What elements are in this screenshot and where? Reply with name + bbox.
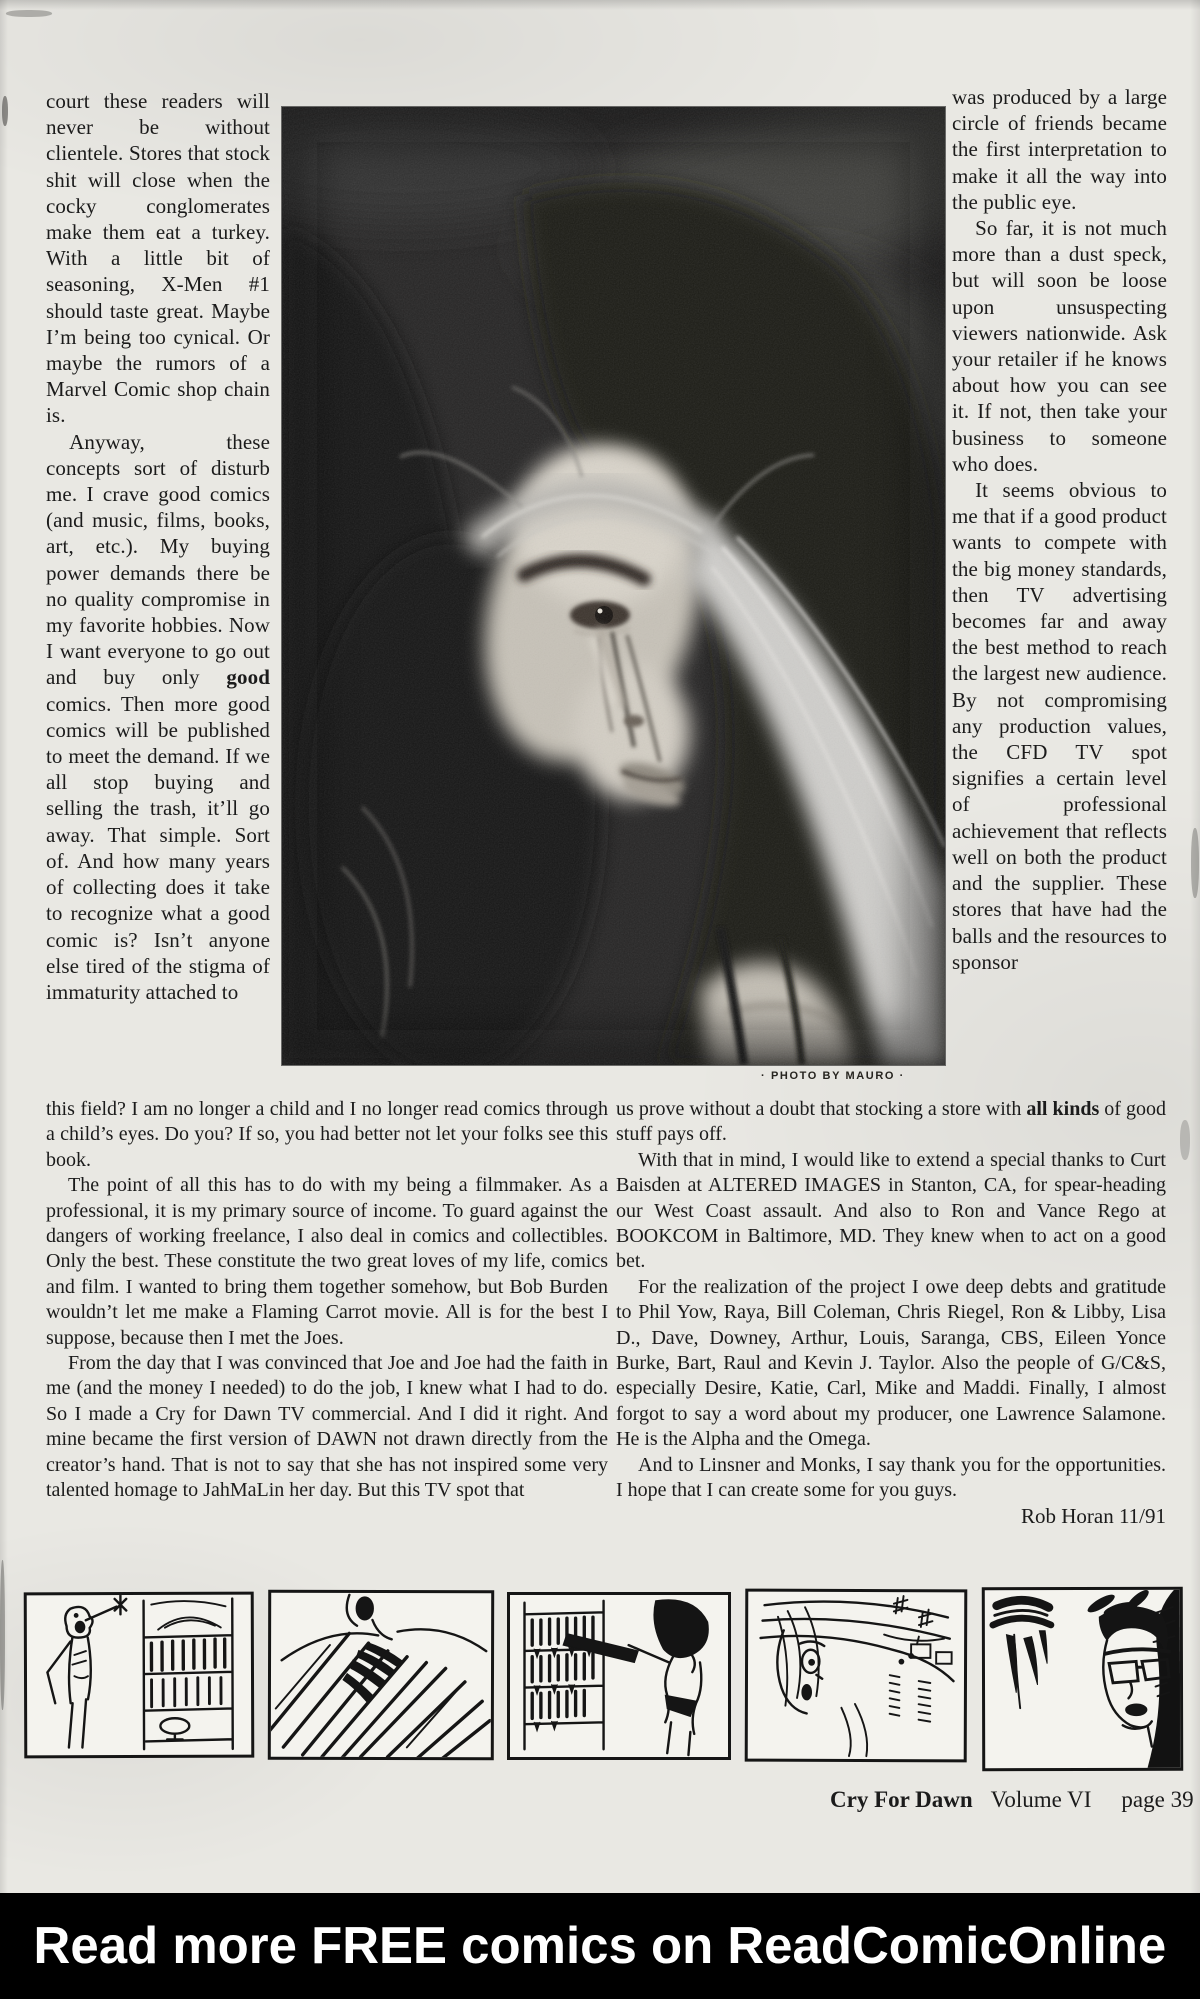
comic-panel [24,1592,255,1759]
photo-credit-caption: · PHOTO BY MAURO · [761,1070,905,1082]
portrait-photo [282,107,945,1065]
scan-speck [0,1560,5,1710]
paragraph: So far, it is not much more than a dust speck, but will soon be loose upon unsuspecting viewers nationwide. Ask your retailer if he knows about how you can see it. If not, then take your business to someone who does. [952,216,1167,476]
paragraph: court these readers will never be without clientele. Stores that stock shit will close when the cocky conglomerates make them eat a turkey. With a little bit of seasoning, X-Men #1 should taste great. Maybe I’m being too cynical. Or maybe the rumors of a Marvel Comic shop chain is. [46,89,270,428]
scan-speck [1180,1120,1190,1160]
paragraph: this field? I am no longer a child and I no longer read comics through a child’s eyes. Do you? If so, you had better not let your folks see this book. [46,1098,608,1171]
article-bottom-right [616,1097,1166,1529]
paragraph: For the realization of the project I owe deep debts and gratitude to Phil Yow, Raya, Bill Coleman, Chris Riegel, Ron & Libby, Lisa D., Dave, Downey, Arthur, Louis, Saranga, CBS, Eileen Yonce Burke, Bart, Raul and Kevin J. Taylor. Also the people of G/C&S, especially Desire, Katie, Carl, Mike and Maddi. Finally, I almost forgot to say a word about my producer, one Lawrence Salamone. He is the Alpha and the Omega. [616,1275,1166,1451]
volume-label: Volume VI [990,1787,1092,1812]
article-bottom-right-text [616,1097,1166,1504]
scan-speck [1191,828,1199,898]
footer-banner[interactable] [0,1893,1200,1999]
paragraph: us prove without a doubt that stocking a store with all kinds of good stuff pays off. [616,1098,1166,1146]
book-title: Cry For Dawn [830,1787,973,1812]
article-column-left [46,88,270,1005]
comic-panel [745,1589,968,1763]
page-number: page 39 [1121,1787,1194,1812]
paragraph: It seems obvious to me that if a good product wants to compete with the big money standards, then TV advertising becomes far and away the best method to reach the largest new audience. By not compromising any production values, the CFD TV spot signifies a certain level of professional achievement that reflects well on both the product and the supplier. These stores that have had the balls and the resources to sponsor [952,478,1167,974]
comic-panel [268,1590,494,1761]
comic-panel [507,1592,731,1760]
footer-banner-text[interactable]: Read more FREE comics on ReadComicOnline [33,1917,1167,1975]
paragraph: The point of all this has to do with my being a filmmaker. As a professional, it is my primary source of income. To guard against the dangers of working freelance, I also deal in comics and collectibles. Only the best. These constitute the two great loves of my life, comics and film. I wanted to bring them together somehow, but Bob Burden wouldn’t let me make a Flaming Carrot movie. All is for the best I suppose, because then I met the Joes. [46,1174,608,1349]
paragraph: Anyway, these concepts sort of disturb me. I crave good comics (and music, films, books, art, etc.). My buying power demands there be no quality compromise in my favorite hobbies. Now I want everyone to go out and buy only good comics. Then more good comics will be published to meet the demand. If we all stop buying and selling the trash, it’ll go away. That simple. Sort of. And how many years of collecting does it take to recognize what a good comic is? Isn’t anyone else tired of the stigma of immaturity attached to [46,429,270,1004]
scan-speck [2,96,8,126]
page-credits [830,1787,1194,1813]
paragraph: From the day that I was convinced that Joe and Joe had the faith in me (and the money I needed) to do the job, I knew what I had to do. So I made a Cry for Dawn TV commercial. And I did it right. And mine became the first version of DAWN not drawn directly from the creator’s hand. That is not to say that she has not inspired some very talented homage to JahMaLin her day. But this TV spot that [46,1352,608,1502]
article-bottom-left [46,1097,608,1504]
paragraph: With that in mind, I would like to extend a special thanks to Curt Baisden at ALTERED IMAGES in Stanton, CA, for spear-heading our West Coast assault. And also to Ron and Vance Rego at BOOKCOM in Baltimore, MD. They knew when to act on a good bet. [616,1148,1166,1273]
paragraph: was produced by a large circle of friends became the first interpretation to make it all the way into the public eye. [952,85,1167,214]
paragraph: And to Linsner and Monks, I say thank you for the opportunities. I hope that I can create some for you guys. [616,1453,1166,1502]
scan-speck [6,10,52,17]
article-column-right [952,84,1167,975]
author-signature: Rob Horan 11/91 [1020,1503,1166,1528]
comic-panel [982,1587,1183,1772]
